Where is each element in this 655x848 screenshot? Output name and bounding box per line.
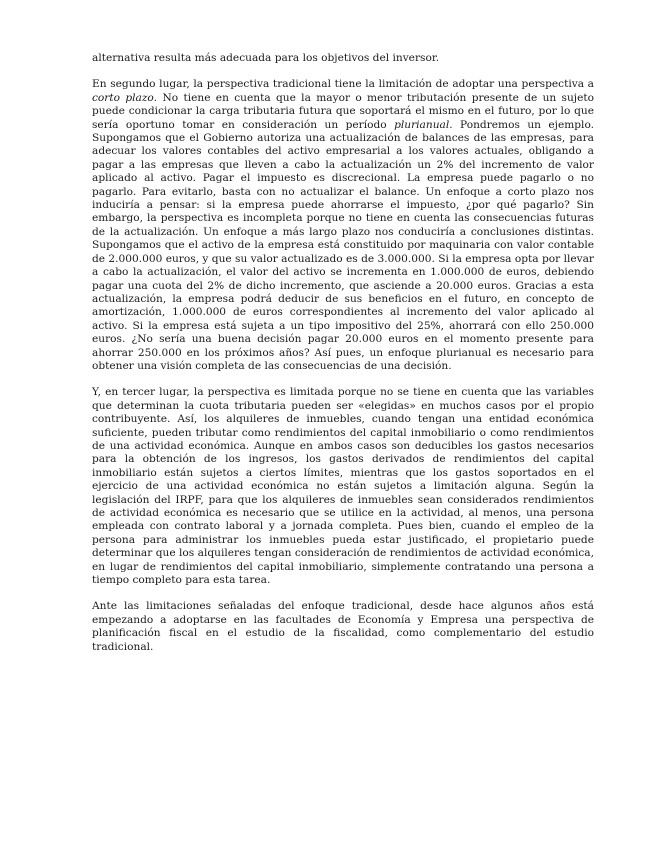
paragraph-second-limitation bbox=[92, 78, 594, 373]
paragraph-text: En segundo lugar, la perspectiva tradicional tiene la limitación de adoptar una perspectiva a bbox=[92, 78, 594, 91]
paragraph-text: . No tiene en cuenta que la mayor o menor tributación presente de un sujeto puede condicionar la carga tributaria futura que soportará el mismo en el futuro, por lo que sería oportuno tomar en consideración un período bbox=[92, 91, 594, 131]
paragraph-third-limitation bbox=[92, 386, 594, 587]
paragraph-text: . Pondremos un ejemplo. Supongamos que el Gobierno autoriza una actualización de balances de las empresas, para adecuar los valores contables del activo empresarial a los valores actuales, obligando a pagar a las empresas que lleven a cabo la actualización un 2% del incremento de valor aplicado al activo. Pagar el impuesto es discrecional. La empresa puede pagarlo o no pagarlo. Para evitarlo, basta con no actualizar el balance. Un enfoque a corto plazo nos induciría a pensar: si la empresa puede ahorrarse el impuesto, ¿por qué pagarlo? Sin embargo, la perspectiva es incompleta porque no tiene en cuenta las consecuencias futuras de la actualización. Un enfoque a más largo plazo nos conduciría a conclusiones distintas. Supongamos que el activo de la empresa está constituido por maquinaria con valor contable de 2.000.000 euros, y que su valor actualizado es de 3.000.000. Si la empresa opta por llevar a cabo la actualización, el valor del activo se incrementa en 1.000.000 de euros, debiendo pagar una cuota del 2% de dicho incremento, que asciende a 20.000 euros. Gracias a esta actualización, la empresa podrá deducir de sus beneficios en el futuro, en concepto de amortización, 1.000.000 de euros correspondientes al incremento del valor aplicado al activo. Si la empresa está sujeta a un tipo impositivo del 25%, ahorrará con ello 250.000 euros. ¿No sería una buena decisión pagar 20.000 euros en el momento presente para ahorrar 250.000 en los próximos años? Así pues, un enfoque plurianual es necesario para obtener una visión completa de las consecuencias de una decisión. bbox=[92, 118, 594, 372]
emphasis-plurianual: plurianual bbox=[394, 118, 450, 131]
paragraph-text: alternativa resulta más adecuada para los objetivos del inversor. bbox=[92, 52, 440, 64]
paragraph-conclusion bbox=[92, 600, 594, 654]
paragraph-text: Ante las limitaciones señaladas del enfoque tradicional, desde hace algunos años está empezando a adoptarse en las facultades de Economía y Empresa una perspectiva de planificación fiscal en el estudio de la fiscalidad, como complementario del estudio tradicional. bbox=[92, 600, 594, 653]
document-page bbox=[92, 52, 594, 667]
emphasis-corto-plazo: corto plazo bbox=[92, 91, 154, 104]
paragraph-text: Y, en tercer lugar, la perspectiva es limitada porque no se tiene en cuenta que las variables que determinan la cuota tributaria pueden ser «elegidas» en muchos casos por el propio contribuyente. Así, los alquileres de inmuebles, cuando tengan una entidad económica suficiente, pueden tributar como rendimientos del capital inmobiliario o como rendimientos de una actividad económica. Aunque en ambos casos son deducibles los gastos necesarios para la obtención de los ingresos, los gastos derivados de rendimientos del capital inmobiliario están sujetos a ciertos límites, mientras que los gastos soportados en el ejercicio de una actividad económica no están sujetos a limitación alguna. Según la legislación del IRPF, para que los alquileres de inmuebles sean considerados rendimientos de actividad económica es necesario que se utilice en la actividad, al menos, una persona empleada con contrato laboral y a jornada completa. Pues bien, cuando el empleo de la persona para administrar los inmuebles pueda estar justificado, el propietario puede determinar que los alquileres tengan consideración de rendimientos de actividad económica, en lugar de rendimientos del capital inmobiliario, simplemente contratando una persona a tiempo completo para esta tarea. bbox=[92, 386, 594, 587]
paragraph-intro-fragment bbox=[92, 52, 594, 65]
